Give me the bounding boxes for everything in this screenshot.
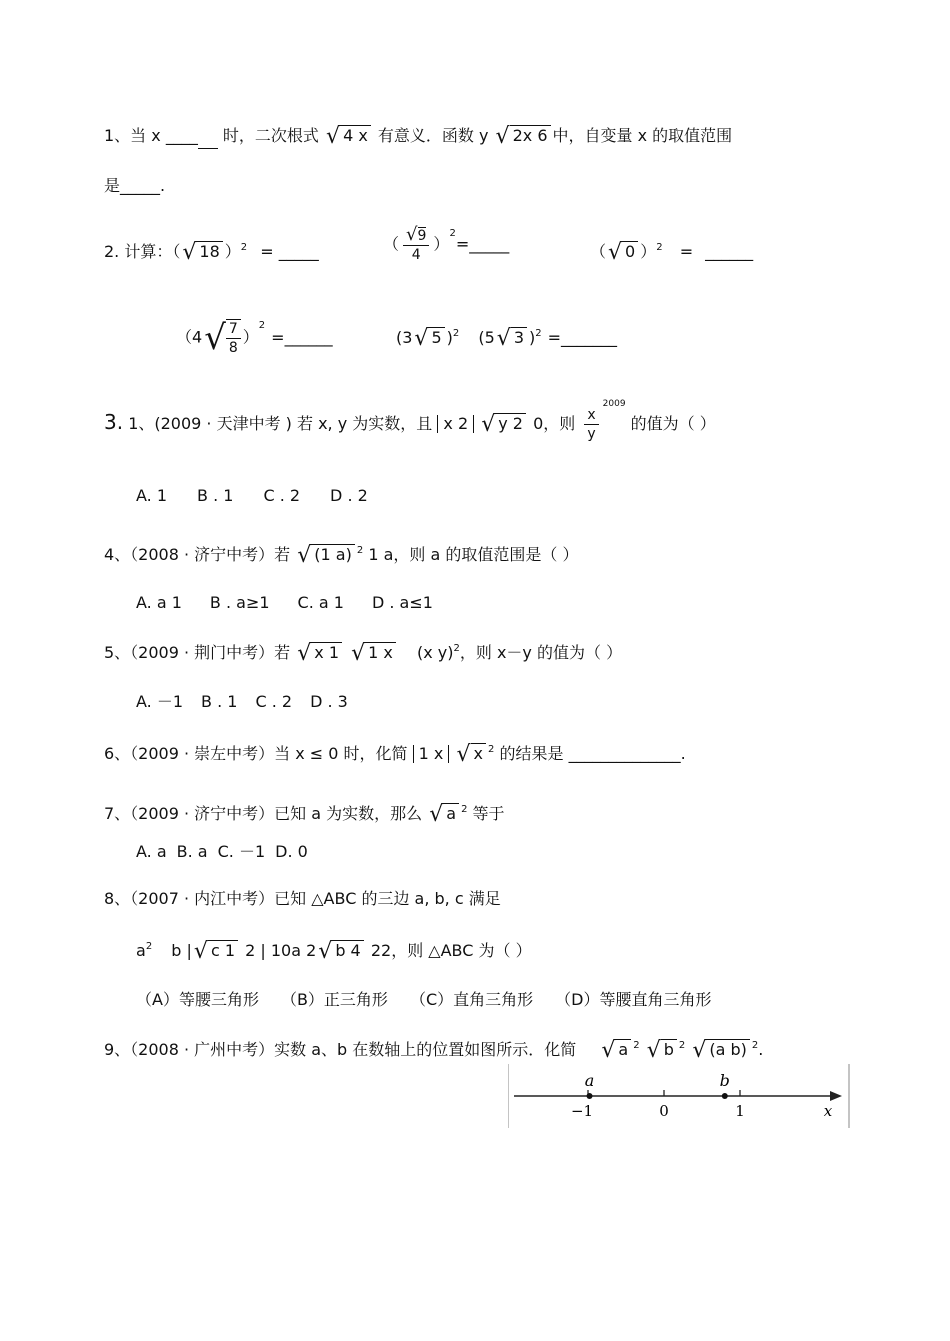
q2-radical-18: √ 18: [182, 241, 222, 265]
q1-text-a: 1、当 x ____: [104, 126, 198, 145]
q8-option-a: （A）等腰三角形: [136, 990, 259, 1009]
q3-abs: x 2: [437, 415, 474, 433]
q7-option-c: C. －1: [217, 842, 266, 861]
q3-number: 3.: [104, 410, 124, 434]
q2-line1: [104, 240, 319, 265]
q5-option-b: B . 1: [201, 692, 238, 711]
q7-text-a: 7、（2009 · 济宁中考）已知 a 为实数，那么: [104, 804, 423, 823]
q5-line: 5、（2009 · 荆门中考）若 √ x 1 √ 1 x (x y)$^2$，则 x－y 的值为（ ）: [104, 640, 623, 666]
q2-blank-5: _______: [561, 328, 618, 347]
q1-line2: 是_____.: [104, 176, 166, 195]
q3-options: [136, 484, 386, 508]
q6-line: 6、（2009 · 崇左中考）当 x ≤ 0 时，化简 1 x √ x $^2$ 的结果是 ______________.: [104, 741, 686, 767]
q7-options: [136, 840, 326, 864]
q1-text-c: 有意义．函数 y: [377, 126, 489, 145]
q4-line: 4、（2008 · 济宁中考）若 √ (1 a) $^2$ 1 a，则 a 的取值范围是（ ）: [104, 542, 579, 568]
q5-option-d: D . 3: [310, 692, 348, 711]
q3-exp: 2009: [602, 399, 626, 409]
q1-text-b: 时，二次根式: [222, 126, 319, 145]
q6-text-a: 6、（2009 · 崇左中考）当 x ≤ 0 时，化简: [104, 744, 408, 763]
q2-exp-1: 2: [240, 242, 248, 253]
q2-blank-3: ______: [705, 242, 754, 261]
q2-eq-1: =: [260, 242, 274, 261]
q4-option-c: C. a 1: [297, 593, 344, 612]
q4-text-b: 1 a，则 a 的取值范围是（ ）: [368, 545, 579, 564]
q2-radical-5: √ 5: [414, 327, 444, 351]
q2-frac-9-4: $\frac{√9}{4}$: [403, 226, 429, 264]
q2-blank-2: _____: [469, 234, 510, 254]
label-a: a: [584, 1071, 595, 1090]
q5-option-a: A. －1: [136, 692, 184, 711]
q8-options: [136, 988, 729, 1012]
q3-line: [104, 399, 716, 443]
q1-line1: [104, 124, 732, 149]
q7-text-b: 等于: [472, 804, 505, 823]
q9-radical-3: √ (a b): [692, 1039, 750, 1063]
tick-label-0: 0: [659, 1102, 669, 1120]
q2-radical-7-8: √ $\frac{7}{8}$: [204, 318, 241, 358]
q8-line2: $a^2$ b | √ c 1 2 | 10a 2 √ b 4 22，则 △ABC 为（ ）: [136, 938, 532, 964]
q5-option-c: C . 2: [255, 692, 293, 711]
q1-radical-2: √ 2x 6: [496, 125, 551, 149]
q7-line: 7、（2009 · 济宁中考）已知 a 为实数，那么 √ a $^2$ 等于: [104, 801, 505, 827]
q2-radical-0: √ 0: [608, 241, 638, 265]
q3-frac: $\frac{x}{y}$: [584, 406, 598, 443]
q3-option-d: D . 2: [330, 486, 368, 505]
q1-blank: [198, 148, 218, 149]
q6-text-b: 的结果是: [499, 744, 564, 763]
q7-radical: √ a: [429, 803, 459, 827]
q4-options: [136, 591, 451, 615]
q1-text-d: 中，自变量 x 的取值范围: [552, 126, 733, 145]
q4-option-b: B . a≥1: [209, 593, 270, 612]
tick-label-1: 1: [735, 1102, 745, 1120]
point-b: [722, 1093, 728, 1099]
q2-label: 2. 计算：（: [104, 242, 181, 261]
q6-radical: √ x: [456, 743, 486, 767]
number-line-figure: [508, 1064, 850, 1128]
q9-line: 9、（2008 · 广州中考）实数 a、b 在数轴上的位置如图所示．化简 √ a $^2$ √ b $^2$ √ (a b) $^2$.: [104, 1037, 764, 1063]
q8-radical-2: √ b 4: [318, 940, 363, 964]
q1-radical-1: √ 4 x: [326, 125, 371, 149]
q3-option-c: C . 2: [263, 486, 301, 505]
q5-text-c: ，则 x－y 的值为（ ）: [459, 643, 623, 662]
q3-radical: √ y 2: [481, 413, 526, 437]
q2-item-3sqrt5: (3 √ 5 )$^2$ (5 √ 3 )$^2$ =_______: [396, 325, 618, 351]
q8-option-d: （D）等腰直角三角形: [555, 990, 712, 1009]
q5-text-a: 5、（2009 · 荆门中考）若: [104, 643, 291, 662]
q4-radical: √ (1 a): [297, 544, 355, 568]
q2-blank-4: ______: [284, 327, 333, 347]
q3-option-a: A. 1: [136, 486, 168, 505]
q4-option-a: A. a 1: [136, 593, 182, 612]
q7-option-b: B. a: [176, 842, 208, 861]
q2-item-4sqrt78: （4 √ $\frac{7}{8}$ ）$^2$=______: [176, 318, 333, 358]
q2-item-zero: （ √ 0 ）$^2$ = ______: [590, 239, 754, 265]
q8-option-c: （C）直角三角形: [409, 990, 534, 1009]
point-a: [587, 1093, 593, 1099]
q4-option-d: D . a≤1: [371, 593, 433, 612]
q3-text-c: 的值为（ ）: [630, 414, 716, 433]
q5-options: [136, 690, 366, 714]
q3-text-b: 0，则: [533, 414, 576, 433]
q6-abs: 1 x: [413, 745, 450, 763]
q2-item-frac: （ $\frac{√9}{4}$ ）$^2$=_____: [383, 224, 510, 263]
q7-option-d: D. 0: [275, 842, 308, 861]
q9-radical-2: √ b: [647, 1039, 677, 1063]
q5-radical-2: √ 1 x: [351, 642, 396, 666]
q8-line1: 8、（2007 · 内江中考）已知 △ABC 的三边 a, b, c 满足: [104, 889, 501, 908]
q7-option-a: A. a: [136, 842, 167, 861]
q6-blank: ______________: [568, 744, 681, 763]
label-b: b: [719, 1071, 730, 1090]
q8-radical-1: √ c 1: [194, 940, 238, 964]
axis-arrow: [830, 1091, 842, 1101]
q3-option-b: B . 1: [197, 486, 234, 505]
q2-blank-1: _____: [278, 242, 319, 261]
tick-label-minus-1: −1: [570, 1102, 594, 1120]
q5-radical-1: √ x 1: [297, 642, 342, 666]
q9-radical-1: √ a: [601, 1039, 631, 1063]
q9-text-a: 9、（2008 · 广州中考）实数 a、b 在数轴上的位置如图所示．化简: [104, 1040, 577, 1059]
axis-label-x: x: [823, 1102, 833, 1120]
q5-text-b: (x y): [416, 643, 454, 662]
q2-radical-3: √ 3: [497, 327, 527, 351]
q4-text-a: 4、（2008 · 济宁中考）若: [104, 545, 291, 564]
q2-close: ）: [224, 242, 241, 261]
q8-option-b: （B）正三角形: [280, 990, 388, 1009]
q3-text-a: 1、(2009 · 天津中考 ) 若 x, y 为实数，且: [128, 414, 433, 433]
